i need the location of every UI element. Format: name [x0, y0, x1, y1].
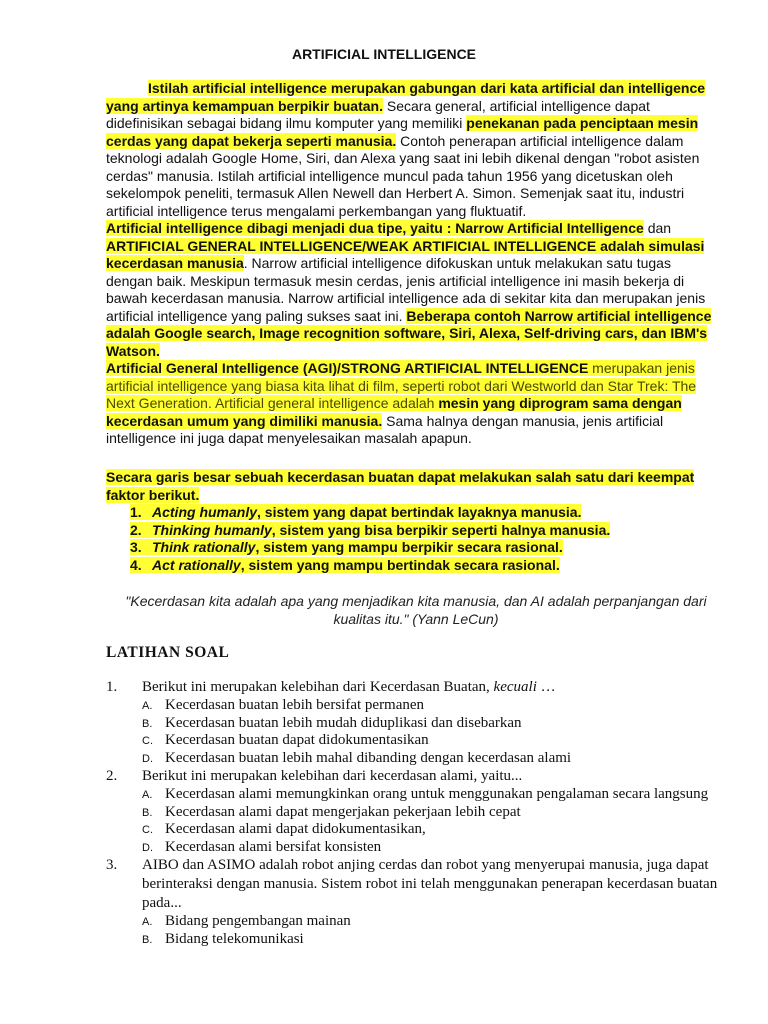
factor-item — [130, 522, 712, 540]
factor-item — [130, 539, 712, 557]
factor-number: 4. — [130, 556, 142, 573]
question-item — [106, 856, 726, 948]
option-item[interactable] — [142, 821, 726, 839]
option-item[interactable] — [142, 786, 726, 804]
highlight-agi-definition: mesin yang diprogram sama dengan kecerdasan umum yang dimiliki manusia. — [106, 395, 682, 429]
highlight-agi-description: merupakan jenis artificial intelligence yang biasa kita lihat di film, seperti robot dari Westworld dan Star Trek: The Next Generation. Artificial general intelligence adalah — [106, 360, 697, 411]
factor-desc: , sistem yang mampu berpikir secara rasional. — [255, 539, 563, 555]
highlight-definition: Istilah artificial intelligence merupakan gabungan dari kata artificial dan intelligence yang artinya kemampuan berpikir buatan. — [106, 80, 706, 114]
question-text: AIBO dan ASIMO adalah robot anjing cerdas dan robot yang menyerupai manusia, juga dapat berinteraksi dengan manusia. Sistem robot ini telah menggunakan penerapan kecerdasan buatan pada... — [142, 857, 718, 911]
question-item — [106, 767, 726, 856]
option-text: Kecerdasan buatan lebih mudah diduplikasi dan disebarkan — [165, 714, 522, 731]
factor-item — [130, 504, 712, 522]
option-item[interactable] — [142, 715, 726, 733]
option-list — [142, 697, 726, 767]
option-item[interactable] — [142, 804, 726, 822]
factors-intro — [106, 469, 712, 504]
latihan-heading: LATIHAN SOAL — [106, 644, 230, 661]
question-number: 1. — [106, 679, 118, 695]
option-item[interactable] — [142, 839, 726, 857]
option-letter: C. — [142, 824, 153, 836]
option-letter: C. — [142, 735, 153, 747]
text-history: Contoh penerapan artificial intelligence dalam teknologi adalah Google Home, Siri, dan Alexa yang saat ini lebih dikenal dengan "robot asisten cerdas" manusia. Istilah artificial intelligence muncul pada tahun 1956 yang dicetuskan oleh sekelompok peneliti, termasuk Allen Newell dan Herbert A. Simon. Semenjak saat itu, industri artificial intelligence terus mengalami perkembangan yang fluktuatif. — [106, 132, 700, 219]
option-list — [142, 913, 726, 948]
option-item[interactable] — [142, 913, 726, 931]
text-definition: Secara general, artificial intelligence dapat didefinisikan sebagai bidang ilmu komputer yang memiliki — [106, 97, 650, 131]
factor-item — [130, 557, 712, 575]
question-number: 3. — [106, 857, 118, 873]
factor-term: Thinking humanly — [152, 521, 272, 538]
quote-yann-lecun: "Kecerdasan kita adalah apa yang menjadikan kita manusia, dan AI adalah perpanjangan dari kualitas itu." (Yann LeCun) — [125, 593, 707, 627]
option-letter: A. — [142, 916, 153, 928]
option-text: Bidang pengembangan mainan — [165, 913, 351, 929]
option-text: Kecerdasan alami dapat didokumentasikan, — [165, 821, 426, 837]
option-text: Bidang telekomunikasi — [165, 930, 304, 947]
factors-intro-text: Secara garis besar sebuah kecerdasan buatan dapat melakukan salah satu dari keempat faktor berikut. — [106, 469, 695, 503]
option-letter: B. — [142, 717, 153, 730]
option-item[interactable] — [142, 732, 726, 750]
option-text: Kecerdasan buatan lebih mahal dibanding dengan kecerdasan alami — [165, 749, 572, 766]
option-letter: B. — [142, 933, 153, 946]
paragraph-agi — [106, 360, 712, 448]
highlight-agi-weak: ARTIFICIAL GENERAL INTELLIGENCE/WEAK ARTIFICIAL INTELLIGENCE adalah simulasi kecerdasan manusia — [106, 237, 705, 271]
text-narrow-ai: . Narrow artificial intelligence difokuskan untuk melakukan satu tugas dengan baik. Meskipun termasuk mesin cerdas, jenis artificial intelligence ini masih bekerja di bawah kecerdasan manusia. Narrow artificial intelligence ada di sekitar kita dan merupakan jenis artificial intelligence yang paling sukses saat ini. — [106, 255, 706, 324]
highlight-narrow-examples: Beberapa contoh Narrow artificial intelligence adalah Google search, Image recognition software, Siri, Alexa, Self-driving cars, dan IBM's Watson. — [106, 307, 712, 359]
option-letter: D. — [142, 841, 153, 854]
option-text: Kecerdasan alami bersifat konsisten — [165, 838, 382, 855]
question-item — [106, 678, 726, 767]
intro-body — [106, 80, 712, 448]
factors-section — [106, 469, 712, 574]
option-letter: A. — [142, 700, 153, 712]
option-letter: B. — [142, 806, 153, 819]
factor-desc: , sistem yang bisa berpikir seperti halnya manusia. — [271, 521, 611, 538]
option-text: Kecerdasan buatan lebih bersifat permanen — [165, 697, 425, 713]
question-number: 2. — [106, 768, 118, 784]
factor-term: Acting humanly — [152, 504, 258, 520]
paragraph-definition — [106, 80, 712, 220]
text-and: dan — [643, 220, 672, 236]
question-text: Berikut ini merupakan kelebihan dari kecerdasan alami, yaitu... — [142, 768, 523, 784]
option-text: Kecerdasan alami dapat mengerjakan pekerjaan lebih cepat — [165, 803, 521, 820]
option-text: Kecerdasan alami memungkinkan orang untuk menggunakan pengalaman secara langsung — [165, 786, 709, 802]
question-text: Berikut ini merupakan kelebihan dari Kecerdasan Buatan, — [142, 679, 494, 695]
option-list — [142, 786, 726, 856]
highlight-emphasis: penekanan pada penciptaan mesin cerdas yang dapat bekerja seperti manusia. — [106, 115, 699, 149]
option-item[interactable] — [142, 750, 726, 768]
factor-number: 3. — [130, 539, 142, 555]
option-letter: D. — [142, 752, 153, 765]
factor-number: 1. — [130, 504, 142, 520]
factor-desc: , sistem yang dapat bertindak layaknya manusia. — [257, 504, 582, 520]
factor-term: Act rationally — [152, 556, 241, 573]
question-list — [106, 678, 726, 948]
factor-term: Think rationally — [152, 539, 256, 555]
paragraph-types — [106, 220, 712, 360]
option-item[interactable] — [142, 697, 726, 715]
document-title: ARTIFICIAL INTELLIGENCE — [291, 46, 477, 62]
highlight-agi-strong: Artificial General Intelligence (AGI)/STRONG ARTIFICIAL INTELLIGENCE — [106, 360, 589, 376]
factor-number: 2. — [130, 521, 142, 538]
factors-list — [106, 504, 712, 574]
option-text: Kecerdasan buatan dapat didokumentasikan — [165, 732, 429, 748]
option-item[interactable] — [142, 931, 726, 949]
question-tail: … — [536, 679, 556, 695]
factor-desc: , sistem yang mampu bertindak secara rasional. — [240, 556, 560, 573]
highlight-types: Artificial intelligence dibagi menjadi dua tipe, yaitu : Narrow Artificial Intelligence — [106, 220, 644, 236]
option-letter: A. — [142, 789, 153, 801]
question-keyword: kecuali — [493, 679, 537, 695]
text-agi-closing: Sama halnya dengan manusia, jenis artificial intelligence ini juga dapat menyelesaikan masalah apapun. — [106, 412, 664, 446]
